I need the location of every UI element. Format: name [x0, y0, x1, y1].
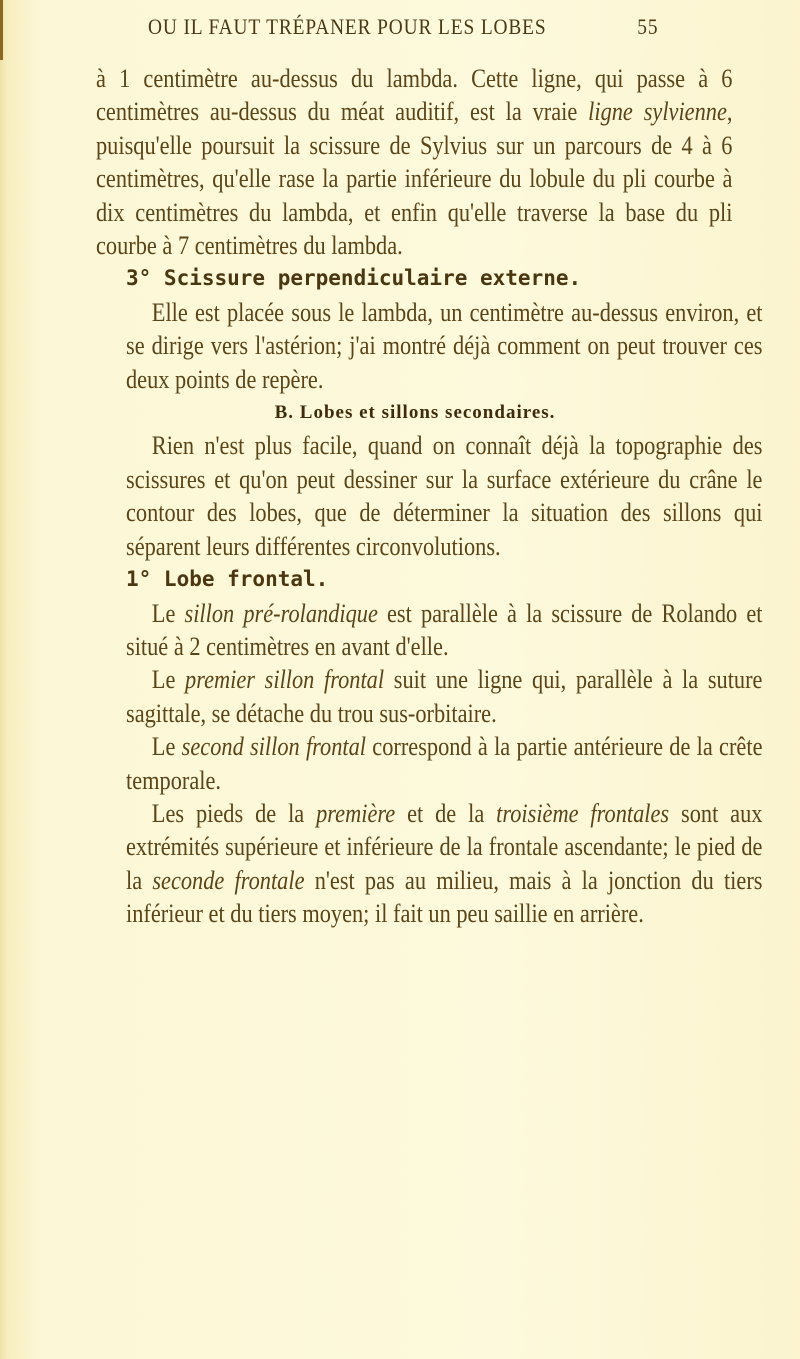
term-seconde-frontale: seconde frontale [152, 865, 305, 895]
paragraph-7: Les pieds de la première et de la troisième frontales sont aux extrémités supérieure et inférieure de la frontale ascendante; le pied de la seconde frontale n'est pas au milieu, mais à la jonction du tiers inférieur et du tiers moyen; il fait un peu saillie en arrière. [126, 798, 763, 929]
paragraph-5: Le premier sillon frontal suit une ligne qui, parallèle à la suture sagittale, se détache du trou sus-orbitaire. [126, 665, 763, 728]
running-head [148, 14, 658, 40]
body-text [96, 62, 763, 931]
section-heading-b: B. Lobes et sillons secondaires. [274, 402, 556, 424]
page-edge-shadow [0, 0, 3, 60]
term-second-sillon-frontal: second sillon frontal [181, 732, 367, 762]
term-ligne-sylvienne: ligne sylvienne [588, 97, 727, 127]
subheading-lobe-frontal: 1° Lobe frontal. [126, 567, 329, 592]
subheading-scissure-perpendiculaire: 3° Scissure perpendiculaire externe. [126, 266, 582, 291]
running-title: OU IL FAUT TRÉPANER POUR LES LOBES [148, 14, 547, 39]
paragraph-3: Rien n'est plus facile, quand on connaît déjà la topographie des scissures et qu'on peut dessiner sur la surface extérieure du crâne le contour des lobes, que de déterminer la situation des sillons qui séparent leurs différentes circonvolutions. [126, 431, 763, 561]
term-premiere: première [316, 798, 396, 828]
paragraph-1: à 1 centimètre au-dessus du lambda. Cette ligne, qui passe à 6 centimètres au-dessus du méat auditif, est la vraie ligne sylvienne, puisqu'elle poursuit la scissure de Sylvius sur un parcours de 4 à 6 centimètres, qu'elle rase la partie inférieure du lobule du pli courbe à dix centimètres du lambda, et enfin qu'elle traverse la base du pli courbe à 7 centimètres du lambda. [96, 64, 733, 261]
term-troisieme-frontales: troisième frontales [496, 798, 670, 828]
term-sillon-pre-rolandique: sillon pré-rolandique [184, 598, 378, 628]
paragraph-6: Le second sillon frontal correspond à la partie antérieure de la crête temporale. [126, 732, 763, 795]
paragraph-4: Le sillon pré-rolandique est parallèle à la scissure de Rolando et situé à 2 centimètres en avant d'elle. [126, 598, 763, 661]
page-number: 55 [637, 14, 659, 39]
paragraph-2: Elle est placée sous le lambda, un centimètre au-dessus environ, et se dirige vers l'astérion; j'ai montré déjà comment on peut trouver ces deux points de repère. [126, 297, 763, 394]
term-premier-sillon-frontal: premier sillon frontal [185, 665, 385, 695]
